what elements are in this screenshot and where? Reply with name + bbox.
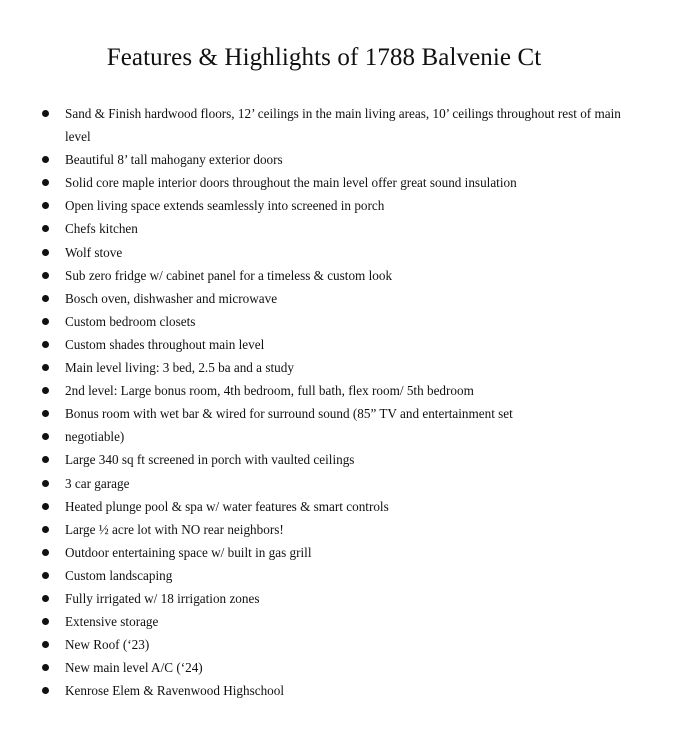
list-item xyxy=(0,217,675,240)
list-item xyxy=(0,148,675,171)
bullet-icon xyxy=(42,110,49,117)
bullet-icon xyxy=(42,341,49,348)
list-item xyxy=(0,448,675,471)
list-item xyxy=(0,472,675,495)
list-item-text: Extensive storage xyxy=(65,614,159,630)
list-item-text: Outdoor entertaining space w/ built in gas grill xyxy=(65,544,312,560)
bullet-icon xyxy=(42,295,49,302)
bullet-icon xyxy=(42,480,49,487)
list-item xyxy=(0,402,675,425)
features-list xyxy=(0,102,675,702)
list-item-text: Solid core maple interior doors throughout the main level offer great sound insulation xyxy=(65,175,517,191)
bullet-icon xyxy=(42,687,49,694)
bullet-icon xyxy=(42,387,49,394)
list-item xyxy=(0,564,675,587)
bullet-icon xyxy=(42,641,49,648)
list-item xyxy=(0,287,675,310)
list-item xyxy=(0,518,675,541)
bullet-icon xyxy=(42,595,49,602)
list-item-text: Wolf stove xyxy=(65,244,123,260)
list-item xyxy=(0,541,675,564)
list-item xyxy=(0,194,675,217)
bullet-icon xyxy=(42,549,49,556)
list-item xyxy=(0,633,675,656)
bullet-icon xyxy=(42,272,49,279)
bullet-icon xyxy=(42,225,49,232)
bullet-icon xyxy=(42,410,49,417)
list-item xyxy=(0,310,675,333)
list-item-text: negotiable) xyxy=(65,429,125,445)
bullet-icon xyxy=(42,433,49,440)
list-item xyxy=(0,102,675,148)
list-item-text: Heated plunge pool & spa w/ water features & smart controls xyxy=(65,498,389,514)
bullet-icon xyxy=(42,664,49,671)
list-item-text: Kenrose Elem & Ravenwood Highschool xyxy=(65,683,285,699)
bullet-icon xyxy=(42,618,49,625)
bullet-icon xyxy=(42,179,49,186)
bullet-icon xyxy=(42,202,49,209)
list-item-text: Large ½ acre lot with NO rear neighbors! xyxy=(65,521,284,537)
list-item xyxy=(0,679,675,702)
list-item-text: Bonus room with wet bar & wired for surround sound (85” TV and entertainment set xyxy=(65,406,513,422)
bullet-icon xyxy=(42,249,49,256)
list-item xyxy=(0,264,675,287)
list-item-text: Large 340 sq ft screened in porch with vaulted ceilings xyxy=(65,452,355,468)
list-item-text: Chefs kitchen xyxy=(65,221,138,237)
list-item-text: New Roof (‘23) xyxy=(65,637,150,653)
list-item-text: Beautiful 8’ tall mahogany exterior doors xyxy=(65,152,283,168)
list-item xyxy=(0,356,675,379)
list-item xyxy=(0,425,675,448)
list-item-text: Fully irrigated w/ 18 irrigation zones xyxy=(65,590,260,606)
bullet-icon xyxy=(42,572,49,579)
list-item xyxy=(0,587,675,610)
bullet-icon xyxy=(42,503,49,510)
list-item-text: Open living space extends seamlessly into screened in porch xyxy=(65,198,385,214)
page-title: Features & Highlights of 1788 Balvenie Ct xyxy=(106,44,542,71)
list-item-text: 3 car garage xyxy=(65,475,130,491)
list-item xyxy=(0,656,675,679)
bullet-icon xyxy=(42,526,49,533)
bullet-icon xyxy=(42,156,49,163)
list-item-text: Custom shades throughout main level xyxy=(65,336,265,352)
list-item-text: Main level living: 3 bed, 2.5 ba and a study xyxy=(65,360,294,376)
list-item-text: Custom landscaping xyxy=(65,567,173,583)
bullet-icon xyxy=(42,364,49,371)
list-item xyxy=(0,333,675,356)
bullet-icon xyxy=(42,318,49,325)
list-item-text: Bosch oven, dishwasher and microwave xyxy=(65,290,278,306)
bullet-icon xyxy=(42,456,49,463)
list-item-text: Sub zero fridge w/ cabinet panel for a timeless & custom look xyxy=(65,267,393,283)
list-item xyxy=(0,610,675,633)
list-item-text: 2nd level: Large bonus room, 4th bedroom, full bath, flex room/ 5th bedroom xyxy=(65,383,474,399)
list-item xyxy=(0,495,675,518)
list-item xyxy=(0,379,675,402)
list-item xyxy=(0,241,675,264)
list-item-text: Custom bedroom closets xyxy=(65,313,196,329)
list-item-text: Sand & Finish hardwood floors, 12’ ceilings in the main living areas, 10’ ceilings throughout rest of main level xyxy=(65,106,621,145)
list-item-text: New main level A/C (‘24) xyxy=(65,660,203,676)
list-item xyxy=(0,171,675,194)
